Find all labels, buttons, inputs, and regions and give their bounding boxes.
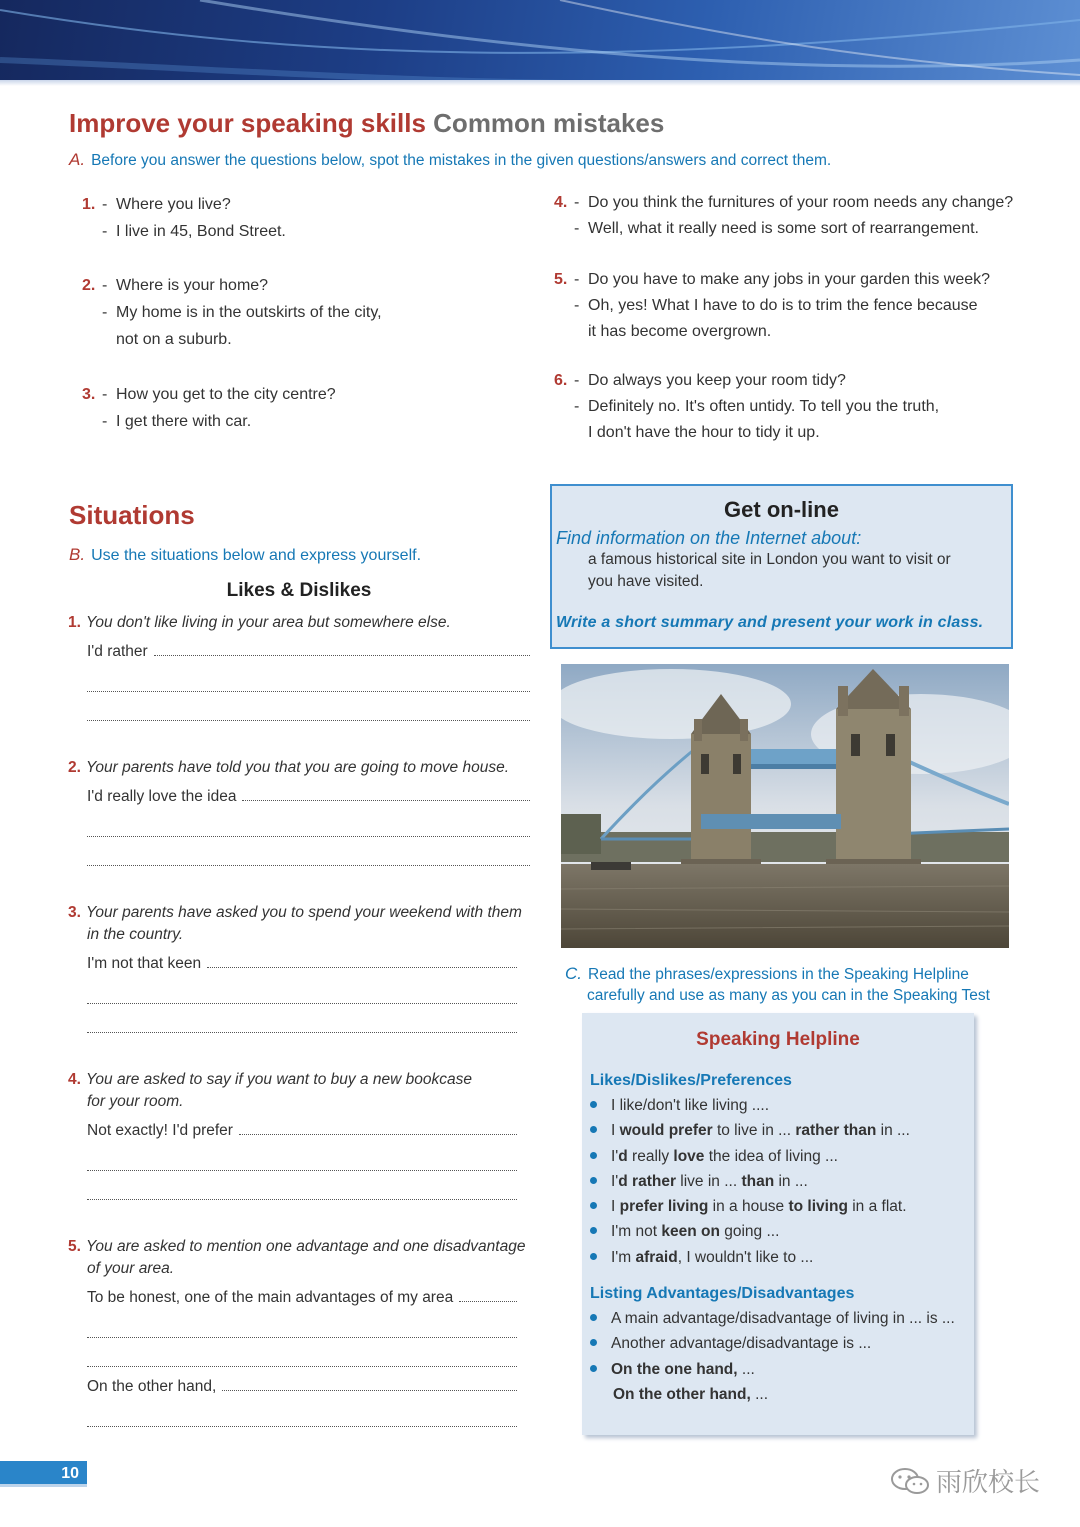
bullet-icon (590, 1126, 597, 1133)
section-c-letter: C. (565, 964, 582, 983)
phrase-keyword: d rather (618, 1172, 676, 1190)
mistake-item-3: 3. - How you get to the city centre? - I get there with car. (82, 381, 336, 435)
bullet-icon (590, 1365, 597, 1372)
page-number-bar (0, 1484, 87, 1487)
situation-prompt-cont: of your area. (87, 1260, 175, 1277)
situation-prompt: You are asked to mention one advantage and one disadvantage (85, 1238, 526, 1255)
phrase-keyword: d (618, 1147, 628, 1165)
watermark (890, 1462, 1040, 1499)
watermark-text: 雨欣校长 (936, 1467, 1041, 1497)
phrase-text: the idea of living ... (704, 1147, 838, 1165)
phrase-text: I'm not (611, 1223, 662, 1241)
mistake-item-6: 6. - Do always you keep your room tidy? - Definitely no. It's often untidy. To tell you the truth, I don't have the hour to tidy it up. (554, 368, 939, 446)
helpline-phrase (590, 1245, 974, 1270)
situation-number: 1. (68, 614, 81, 631)
mistake-item-4: 4. - Do you think the furnitures of your room needs any change? - Well, what it really need is some sort of rearrangement. (554, 190, 1013, 242)
bullet-icon (590, 1101, 597, 1108)
phrase-text: in ... (876, 1122, 910, 1140)
phrase-text: I like/don't like living .... (611, 1097, 770, 1114)
bullet-icon (590, 1227, 597, 1234)
phrase-keyword: afraid (635, 1248, 678, 1266)
get-online-write: Write a short summary and present your work in class. (556, 614, 984, 631)
phrase-text: A main advantage/disadvantage of living in ... is ... (611, 1310, 955, 1328)
situation-number: 4. (68, 1071, 81, 1088)
answer-line[interactable] (87, 706, 530, 721)
answer-text: My home is in the outskirts of the city, (116, 304, 382, 321)
item-number: 1. (82, 196, 96, 213)
answer-starter: I'm not that keen (87, 955, 202, 972)
item-number: 3. (82, 386, 96, 403)
banner-edge (0, 80, 1080, 86)
helpline-phrase (590, 1331, 974, 1356)
situation-prompt-cont: in the country. (87, 926, 184, 943)
question-text: Where is your home? (116, 277, 269, 294)
answer-line[interactable] (87, 822, 530, 837)
helpline-phrase (590, 1169, 974, 1194)
phrase-text: in a flat. (847, 1198, 907, 1216)
answer-text: Oh, yes! What I have to do is to trim the fence because (588, 297, 978, 314)
question-text: How you get to the city centre? (116, 386, 336, 403)
advantages-heading: Listing Advantages/Disadvantages (590, 1285, 855, 1303)
wechat-icon (890, 1466, 932, 1496)
mistake-item-1: 1. - Where you live? - I live in 45, Bond Street. (82, 191, 286, 245)
answer-text-cont: it has become overgrown. (588, 323, 772, 340)
bullet-icon (590, 1253, 597, 1260)
phrase-text: ... (750, 1385, 769, 1403)
section-b-text: Use the situations below and express yourself. (91, 547, 422, 564)
phrase-text: Another advantage/disadvantage is ... (611, 1335, 872, 1353)
header-banner (0, 0, 1080, 84)
phrase-keyword: On the one hand, (611, 1360, 738, 1378)
phrase-keyword: than (741, 1172, 775, 1190)
phrase-keyword: rather than (795, 1122, 877, 1140)
topic-line-1: a famous historical site in London you want to visit or (588, 551, 951, 568)
get-online-find: Find information on the Internet about: (556, 528, 862, 548)
phrase-text: I (611, 1198, 620, 1216)
banner-swoosh-graphic (0, 0, 1080, 84)
likes-list (590, 1093, 974, 1270)
phrase-text: live in ... (675, 1172, 742, 1190)
likes-dislikes-subtitle: Likes & Dislikes (226, 580, 372, 601)
tower-bridge-photo (561, 664, 1009, 948)
answer-line[interactable] (207, 953, 517, 968)
helpline-phrase (590, 1144, 974, 1169)
answer-starter-2: On the other hand, (87, 1378, 217, 1395)
answer-line[interactable] (87, 851, 530, 866)
title-sub: Common mistakes (433, 108, 665, 138)
answer-line[interactable] (222, 1376, 517, 1391)
bullet-icon (590, 1177, 597, 1184)
answer-starter: I'd really love the idea (87, 788, 237, 805)
answer-starter: To be honest, one of the main advantages of my area (87, 1289, 454, 1306)
advantages-list (590, 1306, 974, 1382)
page-number: 10 (0, 1461, 87, 1486)
helpline-phrase (590, 1194, 974, 1219)
answer-line[interactable] (87, 1156, 517, 1171)
title-main: Improve your speaking skills (69, 108, 426, 138)
section-a-instruction (69, 150, 831, 170)
answer-text: Definitely no. It's often untidy. To tell you the truth, (588, 398, 940, 415)
answer-line[interactable] (87, 1018, 517, 1033)
get-online-topic (588, 549, 1011, 593)
answer-line[interactable] (87, 1412, 517, 1427)
bullet-icon (590, 1339, 597, 1346)
phrase-text: to live in ... (712, 1122, 796, 1140)
question-text: Do you have to make any jobs in your garden this week? (588, 271, 991, 288)
item-number: 6. (554, 372, 568, 389)
answer-starter: Not exactly! I'd prefer (87, 1122, 233, 1139)
bullet-icon (590, 1202, 597, 1209)
answer-line[interactable] (87, 1323, 517, 1338)
section-a-text: Before you answer the questions below, spot the mistakes in the given questions/answers and correct them. (91, 152, 832, 169)
speaking-helpline-box (582, 1013, 974, 1435)
phrase-keyword: keen on (661, 1223, 720, 1241)
section-b-letter: B. (69, 545, 86, 564)
section-a-letter: A. (69, 150, 86, 169)
answer-line[interactable] (239, 1120, 517, 1135)
helpline-phrase (590, 1357, 974, 1382)
helpline-phrase (590, 1118, 974, 1143)
phrase-keyword: would prefer (619, 1122, 713, 1140)
bullet-icon (590, 1314, 597, 1321)
situation-prompt: You are asked to say if you want to buy a new bookcase (85, 1071, 472, 1088)
answer-text-cont: not on a suburb. (116, 331, 232, 348)
helpline-phrase (590, 1219, 974, 1244)
answer-text-cont: I don't have the hour to tidy it up. (588, 424, 820, 441)
advantages-list-last (613, 1382, 974, 1407)
phrase-text: I'm (611, 1248, 636, 1266)
helpline-phrase (590, 1306, 974, 1331)
page-title (69, 108, 664, 139)
situation-prompt: You don't like living in your area but somewhere else. (85, 614, 451, 631)
helpline-title: Speaking Helpline (696, 1029, 860, 1050)
answer-line[interactable] (87, 1185, 517, 1200)
phrase-text: in a house (708, 1198, 789, 1216)
answer-line[interactable] (242, 786, 530, 801)
answer-line[interactable] (459, 1287, 517, 1302)
phrase-keyword: On the other hand, (613, 1385, 751, 1403)
phrase-text: really (627, 1147, 674, 1165)
phrase-text: , I wouldn't like to ... (677, 1248, 814, 1266)
phrase-text: I (611, 1122, 620, 1140)
phrase-keyword: love (673, 1147, 705, 1165)
phrase-text: I' (611, 1147, 619, 1165)
situation-4 (68, 1069, 530, 1200)
situation-5 (68, 1236, 530, 1427)
mistake-item-2: 2. - Where is your home? - My home is in the outskirts of the city, not on a suburb. (82, 272, 382, 353)
answer-line[interactable] (87, 1352, 517, 1367)
item-number: 2. (82, 277, 96, 294)
mistake-item-5: 5. - Do you have to make any jobs in your garden this week? - Oh, yes! What I have to do is to trim the fence because it has become overgrown. (554, 267, 990, 345)
tower-bridge-image (561, 664, 1009, 948)
question-text: Do you think the furnitures of your room needs any change? (588, 194, 1014, 211)
situation-prompt: Your parents have asked you to spend your weekend with them (85, 904, 522, 921)
situation-1 (68, 612, 530, 721)
phrase-keyword: to living (788, 1198, 848, 1216)
answer-line[interactable] (154, 641, 530, 656)
phrase-text: going ... (719, 1223, 780, 1241)
answer-line[interactable] (87, 989, 517, 1004)
situation-number: 5. (68, 1238, 81, 1255)
phrase-text: I' (611, 1172, 619, 1190)
question-text: Do always you keep your room tidy? (588, 372, 846, 389)
section-c-line-2: carefully and use as many as you can in the Speaking Test (587, 987, 990, 1004)
situation-2 (68, 757, 530, 866)
phrase-text: ... (737, 1360, 755, 1378)
get-online-box (550, 484, 1013, 649)
situation-number: 3. (68, 904, 81, 921)
section-c-line-1: Read the phrases/expressions in the Speaking Helpline (588, 966, 969, 983)
answer-text: I live in 45, Bond Street. (116, 223, 286, 240)
situation-prompt: Your parents have told you that you are going to move house. (85, 759, 510, 776)
answer-line[interactable] (87, 677, 530, 692)
answer-text: Well, what it really need is some sort of rearrangement. (588, 220, 979, 237)
situation-prompt-cont: for your room. (87, 1093, 184, 1110)
likes-heading: Likes/Dislikes/Preferences (590, 1072, 792, 1089)
section-b-instruction (69, 545, 421, 565)
item-number: 4. (554, 194, 568, 211)
situations-title: Situations (69, 500, 195, 530)
question-text: Where you live? (116, 196, 231, 213)
bullet-icon (590, 1152, 597, 1159)
get-online-title: Get on-line (724, 497, 839, 522)
situation-number: 2. (68, 759, 81, 776)
section-c-instruction (565, 963, 990, 1006)
answer-starter: I'd rather (87, 643, 148, 660)
phrase-text: in ... (774, 1172, 808, 1190)
topic-line-2: you have visited. (588, 573, 704, 590)
answer-text: I get there with car. (116, 413, 252, 430)
helpline-phrase (590, 1093, 974, 1118)
situation-3 (68, 902, 530, 1033)
phrase-keyword: prefer living (619, 1198, 709, 1216)
item-number: 5. (554, 271, 568, 288)
